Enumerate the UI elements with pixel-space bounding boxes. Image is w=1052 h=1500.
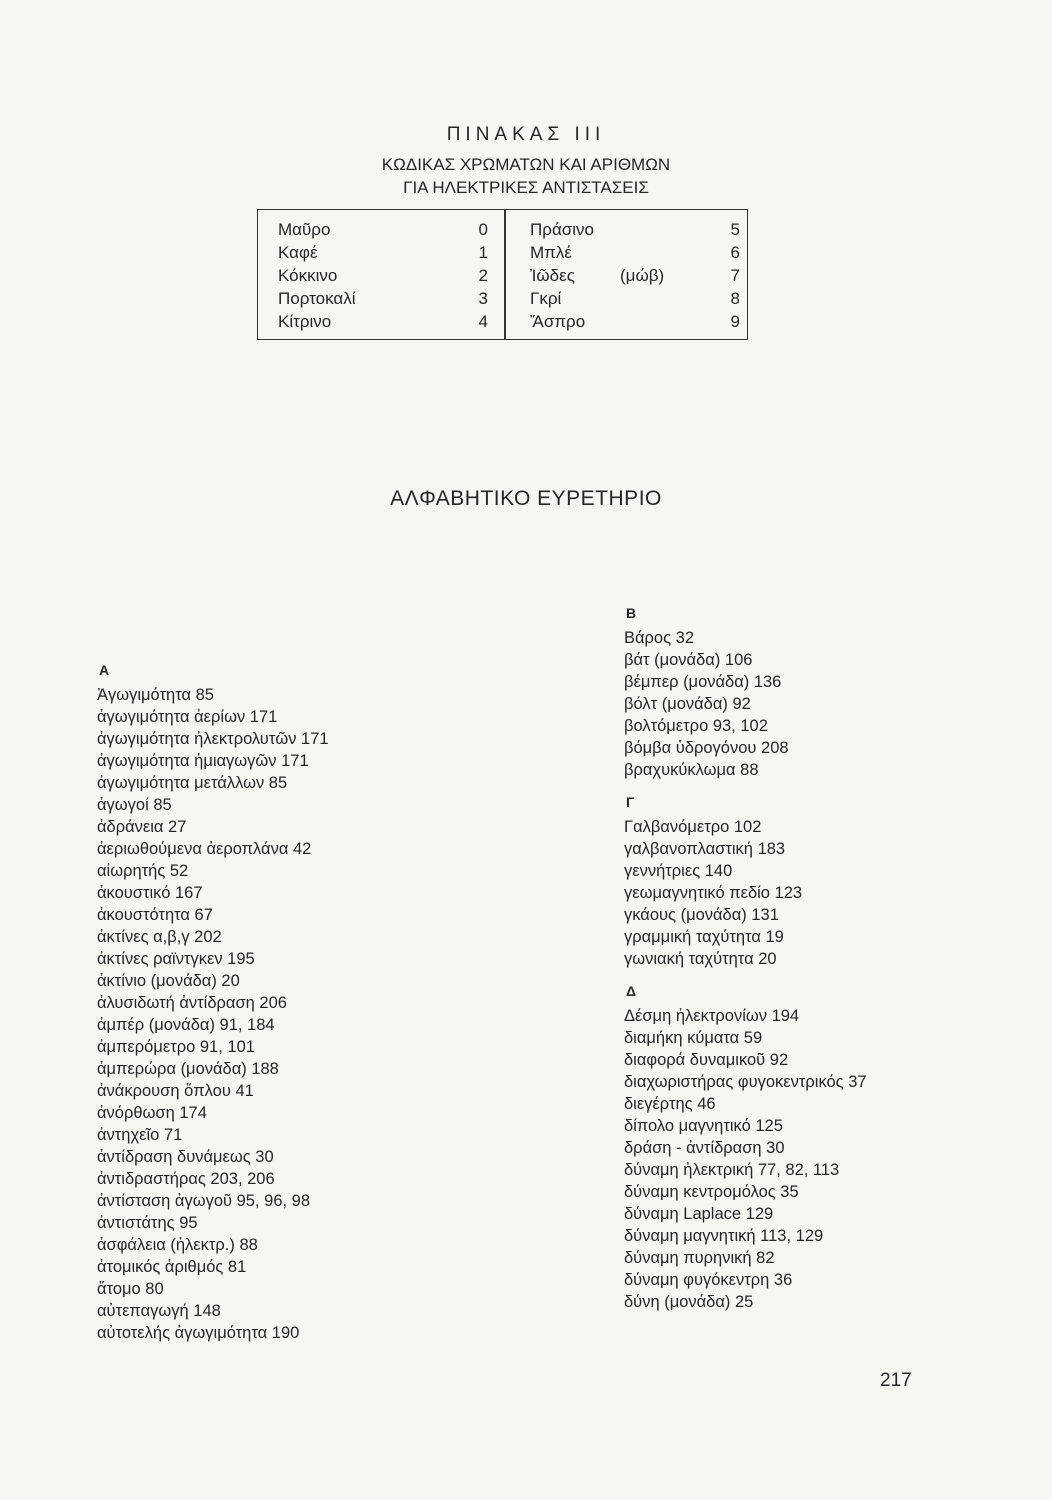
index-entry: ἀκουστικό 167 xyxy=(97,884,203,902)
index-entry: δύναμη Laplace 129 xyxy=(624,1205,774,1223)
index-entry: ἀγωγιμότητα μετάλλων 85 xyxy=(97,774,288,792)
index-entry: βραχυκύκλωμα 88 xyxy=(624,761,759,779)
color-code-row xyxy=(278,287,488,310)
index-entry: ἀντιστάτης 95 xyxy=(97,1214,198,1232)
index-entry: Ἀγωγιμότητα 85 xyxy=(97,686,214,704)
index-section-letter: Α xyxy=(99,662,110,678)
index-title: ΑΛΦΑΒΗΤΙΚΟ ΕΥΡΕΤΗΡΙΟ xyxy=(390,487,662,510)
index-entry: ἀγωγιμότητα ἀερίων 171 xyxy=(97,708,278,726)
color-name: Ἄσπρο xyxy=(530,312,586,331)
index-entry: ἀτομικός ἀριθμός 81 xyxy=(97,1258,247,1276)
color-digit: 0 xyxy=(478,220,488,239)
index-entry: ἀντίδραση δυνάμεως 30 xyxy=(97,1148,274,1166)
index-entry: δύναμη φυγόκεντρη 36 xyxy=(624,1271,793,1289)
index-entry: ἄτομο 80 xyxy=(97,1280,164,1298)
color-digit: 8 xyxy=(730,289,740,308)
index-entry: δύναμη μαγνητική 113, 129 xyxy=(624,1227,824,1245)
color-code-group-left xyxy=(278,218,488,333)
index-entry: βόμβα ὑδρογόνου 208 xyxy=(624,739,789,757)
color-digit: 6 xyxy=(730,243,740,262)
index-entry: διαχωριστήρας φυγοκεντρικός 37 xyxy=(624,1073,867,1091)
color-name: Πορτοκαλί xyxy=(278,289,356,308)
index-entry: Γαλβανόμετρο 102 xyxy=(624,818,762,836)
index-column-right xyxy=(624,600,1044,1313)
index-entry: ἀνόρθωση 174 xyxy=(97,1104,207,1122)
color-code-row xyxy=(278,264,488,287)
index-entry: αὐτοτελής ἀγωγιμότητα 190 xyxy=(97,1324,300,1342)
index-entry: ἀνάκρουση ὅπλου 41 xyxy=(97,1082,254,1100)
index-entry: ἀμπέρ (μονάδα) 91, 184 xyxy=(97,1016,275,1034)
color-name: Γκρί xyxy=(530,289,562,308)
index-entry: ἀδράνεια 27 xyxy=(97,818,187,836)
table-divider xyxy=(504,210,506,339)
index-entry: ἀγωγοί 85 xyxy=(97,796,172,814)
index-entry: βόλτ (μονάδα) 92 xyxy=(624,695,751,713)
index-entry: ἀκτίνιο (μονάδα) 20 xyxy=(97,972,240,990)
index-section-letter: Δ xyxy=(626,983,637,999)
color-name: Ἰῶδες xyxy=(530,266,575,285)
index-entry: βολτόμετρο 93, 102 xyxy=(624,717,768,735)
index-entry: ἀκουστότητα 67 xyxy=(97,906,213,924)
index-entry: αὐτεπαγωγή 148 xyxy=(97,1302,221,1320)
section-gap xyxy=(624,781,1044,789)
index-entry: ἀμπερόμετρο 91, 101 xyxy=(97,1038,255,1056)
index-entry: δράση - ἀντίδραση 30 xyxy=(624,1139,785,1157)
index-entry: ἀκτίνες ραϊντγκεν 195 xyxy=(97,950,255,968)
table-label: ΠΙΝΑΚΑΣ ΙΙΙ xyxy=(446,124,606,145)
index-entry: διεγέρτης 46 xyxy=(624,1095,716,1113)
index-entry: γαλβανοπλαστική 183 xyxy=(624,840,786,858)
index-entry: δύναμη ἠλεκτρική 77, 82, 113 xyxy=(624,1161,840,1179)
color-digit: 9 xyxy=(730,312,740,331)
table-title-line-2: ΓΙΑ ΗΛΕΚΤΡΙΚΕΣ ΑΝΤΙΣΤΑΣΕΙΣ xyxy=(403,178,649,197)
index-entry: δύναμη πυρηνική 82 xyxy=(624,1249,775,1267)
index-section-letter: Γ xyxy=(626,794,635,810)
color-name: Μπλέ xyxy=(530,243,572,262)
index-entry: διαφορά δυναμικοῦ 92 xyxy=(624,1051,789,1069)
index-entry: ἀσφάλεια (ἠλεκτρ.) 88 xyxy=(97,1236,258,1254)
color-digit: 7 xyxy=(730,266,740,285)
color-code-row xyxy=(278,310,488,333)
color-digit: 4 xyxy=(478,312,488,331)
color-code-row xyxy=(530,241,740,264)
index-entry: ἀμπερώρα (μονάδα) 188 xyxy=(97,1060,279,1078)
index-entry: γεννήτριες 140 xyxy=(624,862,733,880)
table-title-line-1: ΚΩΔΙΚΑΣ ΧΡΩΜΑΤΩΝ ΚΑΙ ΑΡΙΘΜΩΝ xyxy=(381,155,671,174)
color-code-row xyxy=(278,241,488,264)
index-entry: ἀντιδραστήρας 203, 206 xyxy=(97,1170,275,1188)
index-entry: βάτ (μονάδα) 106 xyxy=(624,651,753,669)
color-name: Μαῦρο xyxy=(278,220,331,239)
color-note: (μώβ) xyxy=(620,266,665,285)
color-name: Κόκκινο xyxy=(278,266,338,285)
index-entry: γραμμική ταχύτητα 19 xyxy=(624,928,784,946)
color-digit: 3 xyxy=(478,289,488,308)
index-entry: βέμπερ (μονάδα) 136 xyxy=(624,673,782,691)
index-entry: δύνη (μονάδα) 25 xyxy=(624,1293,754,1311)
index-section-letter: Β xyxy=(626,605,637,621)
index-entry: διαμήκη κύματα 59 xyxy=(624,1029,763,1047)
index-entry: ἀλυσιδωτή ἀντίδραση 206 xyxy=(97,994,287,1012)
index-entry: δίπολο μαγνητικό 125 xyxy=(624,1117,783,1135)
index-entry: ἀγωγιμότητα ἡμιαγωγῶν 171 xyxy=(97,752,309,770)
color-code-table xyxy=(257,209,748,340)
color-code-row xyxy=(530,218,740,241)
color-name: Κίτρινο xyxy=(278,312,332,331)
color-digit: 1 xyxy=(478,243,488,262)
index-entry: Βάρος 32 xyxy=(624,629,694,647)
section-gap xyxy=(624,970,1044,978)
index-entry: αἰωρητής 52 xyxy=(97,862,189,880)
color-digit: 2 xyxy=(478,266,488,285)
color-code-row xyxy=(278,218,488,241)
color-code-group-right xyxy=(530,218,740,333)
index-entry: ἀκτίνες α,β,γ 202 xyxy=(97,928,222,946)
index-entry: γωνιακή ταχύτητα 20 xyxy=(624,950,777,968)
color-code-row xyxy=(530,310,740,333)
color-name: Καφέ xyxy=(278,243,318,262)
page-number: 217 xyxy=(880,1370,912,1391)
color-code-row xyxy=(530,264,740,287)
index-entry: γεωμαγνητικό πεδίο 123 xyxy=(624,884,803,902)
index-entry: ἀντίσταση ἀγωγοῦ 95, 96, 98 xyxy=(97,1192,311,1210)
index-entry: ἀγωγιμότητα ἠλεκτρολυτῶν 171 xyxy=(97,730,329,748)
index-entry: ἀεριωθούμενα ἀεροπλάνα 42 xyxy=(97,840,312,858)
color-name: Πράσινο xyxy=(530,220,594,239)
index-entry: γκάους (μονάδα) 131 xyxy=(624,906,779,924)
index-entry: δύναμη κεντρομόλος 35 xyxy=(624,1183,799,1201)
color-code-row xyxy=(530,287,740,310)
color-digit: 5 xyxy=(730,220,740,239)
index-column-left xyxy=(97,657,517,1344)
index-entry: Δέσμη ἠλεκτρονίων 194 xyxy=(624,1007,800,1025)
index-entry: ἀντηχεῖο 71 xyxy=(97,1126,183,1144)
